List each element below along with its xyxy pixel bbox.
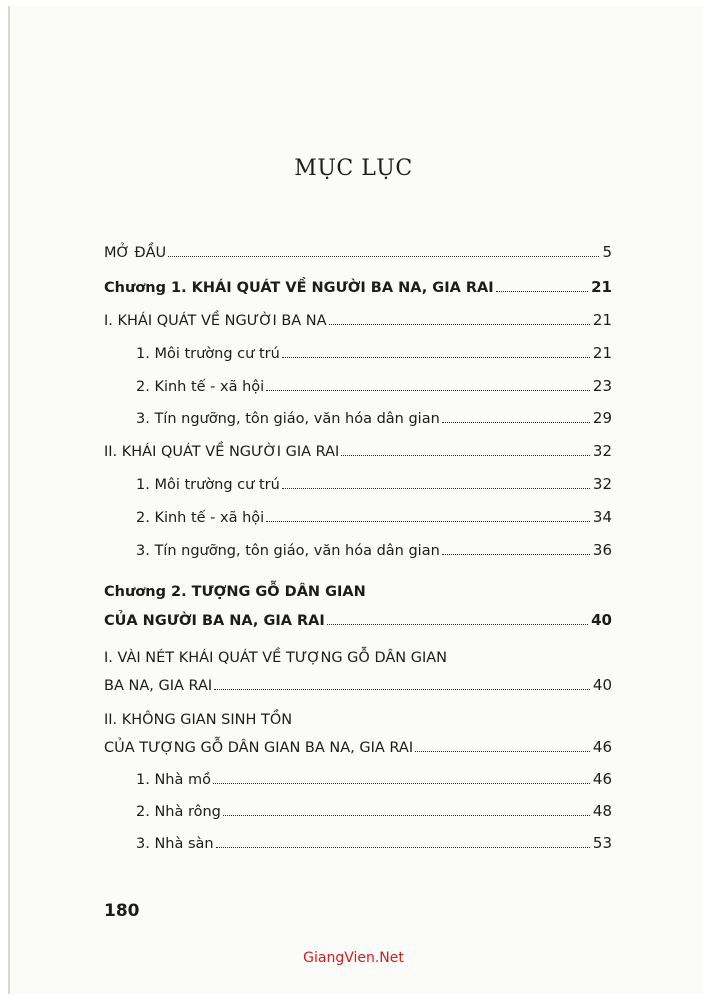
toc-entry-text: 3. Tín ngưỡng, tôn giáo, văn hóa dân gian — [136, 543, 440, 559]
toc-entry-text: 2. Kinh tế - xã hội — [136, 510, 265, 526]
toc-subsection-entry — [136, 540, 612, 561]
toc-entry-page: 46 — [592, 738, 612, 756]
toc-entry-page: 40 — [591, 611, 612, 629]
toc-chapter-entry — [104, 277, 612, 298]
toc-entry-text: 1. Nhà mồ — [136, 772, 211, 788]
dot-leader — [329, 324, 590, 325]
toc-subsection-entry — [136, 833, 612, 854]
toc-section-heading: II. KHÔNG GIAN SINH TỒN — [104, 712, 293, 728]
dot-leader — [216, 847, 590, 848]
toc-entry-page: 32 — [592, 475, 612, 493]
toc-entry-page: 21 — [592, 311, 612, 329]
toc-subsection-entry — [136, 408, 612, 429]
toc-entry-text: 1. Môi trường cư trú — [136, 477, 280, 493]
toc-entry-text: 2. Nhà rông — [136, 804, 221, 820]
toc-entry-text: 3. Tín ngưỡng, tôn giáo, văn hóa dân gian — [136, 411, 440, 427]
dot-leader — [442, 422, 590, 423]
dot-leader — [327, 624, 588, 625]
toc-subsection-entry — [136, 801, 612, 822]
toc-entry-text: I. KHÁI QUÁT VỀ NGƯỜI BA NA — [104, 313, 327, 329]
watermark: GiangVien.Net — [303, 950, 404, 966]
toc-entry-page: 53 — [592, 834, 612, 852]
toc-subsection-entry — [136, 769, 612, 790]
dot-leader — [496, 291, 588, 292]
toc-entry-text: Chương 1. KHÁI QUÁT VỀ NGƯỜI BA NA, GIA RAI — [104, 280, 494, 296]
dot-leader — [442, 554, 590, 555]
toc-entry-text: CỦA TƯỢNG GỖ DÂN GIAN BA NA, GIA RAI — [104, 740, 414, 756]
dot-leader — [282, 357, 590, 358]
toc-entry-page: 32 — [592, 442, 612, 460]
toc-entry-text: 1. Môi trường cư trú — [136, 346, 280, 362]
dot-leader — [266, 521, 590, 522]
toc-subsection-entry — [136, 474, 612, 495]
toc-title: MỤC LỤC — [294, 156, 413, 181]
dot-leader — [415, 751, 590, 752]
toc-entry-text: 3. Nhà sàn — [136, 836, 214, 852]
toc-entry-page: 23 — [592, 377, 612, 395]
toc-entry-page: 21 — [591, 278, 612, 296]
toc-entry-text: MỞ ĐẦU — [104, 245, 167, 261]
dot-leader — [223, 815, 590, 816]
toc-entry-page: 48 — [592, 802, 612, 820]
toc-section-heading: I. VÀI NÉT KHÁI QUÁT VỀ TƯỢNG GỖ DÂN GIAN — [104, 650, 448, 666]
toc-entry-text: II. KHÁI QUÁT VỀ NGƯỜI GIA RAI — [104, 444, 340, 460]
toc-section-entry — [104, 675, 612, 696]
dot-leader — [213, 783, 590, 784]
toc-entry-page: 21 — [592, 344, 612, 362]
toc-entry-page: 34 — [592, 508, 612, 526]
toc-section-entry — [104, 737, 612, 758]
dot-leader — [266, 390, 590, 391]
toc-subsection-entry — [136, 343, 612, 364]
toc-entry-page: 36 — [592, 541, 612, 559]
dot-leader — [341, 455, 590, 456]
toc-chapter-entry — [104, 610, 612, 631]
toc-entry-text: CỦA NGƯỜI BA NA, GIA RAI — [104, 613, 325, 629]
toc-entry-text: 2. Kinh tế - xã hội — [136, 379, 265, 395]
toc-entry — [104, 242, 612, 263]
toc-subsection-entry — [136, 507, 612, 528]
toc-chapter-heading: Chương 2. TƯỢNG GỖ DÂN GIAN — [104, 584, 366, 600]
toc-section-entry — [104, 441, 612, 462]
toc-entry-page: 29 — [592, 409, 612, 427]
dot-leader — [214, 689, 590, 690]
dot-leader — [282, 488, 590, 489]
toc-entry-page: 40 — [592, 676, 612, 694]
dot-leader — [168, 256, 599, 257]
toc-entry-text: BA NA, GIA RAI — [104, 678, 213, 694]
toc-entry-page: 46 — [592, 770, 612, 788]
page-number: 180 — [104, 901, 140, 921]
toc-section-entry — [104, 310, 612, 331]
toc-subsection-entry — [136, 376, 612, 397]
toc-entry-page: 5 — [602, 243, 612, 261]
